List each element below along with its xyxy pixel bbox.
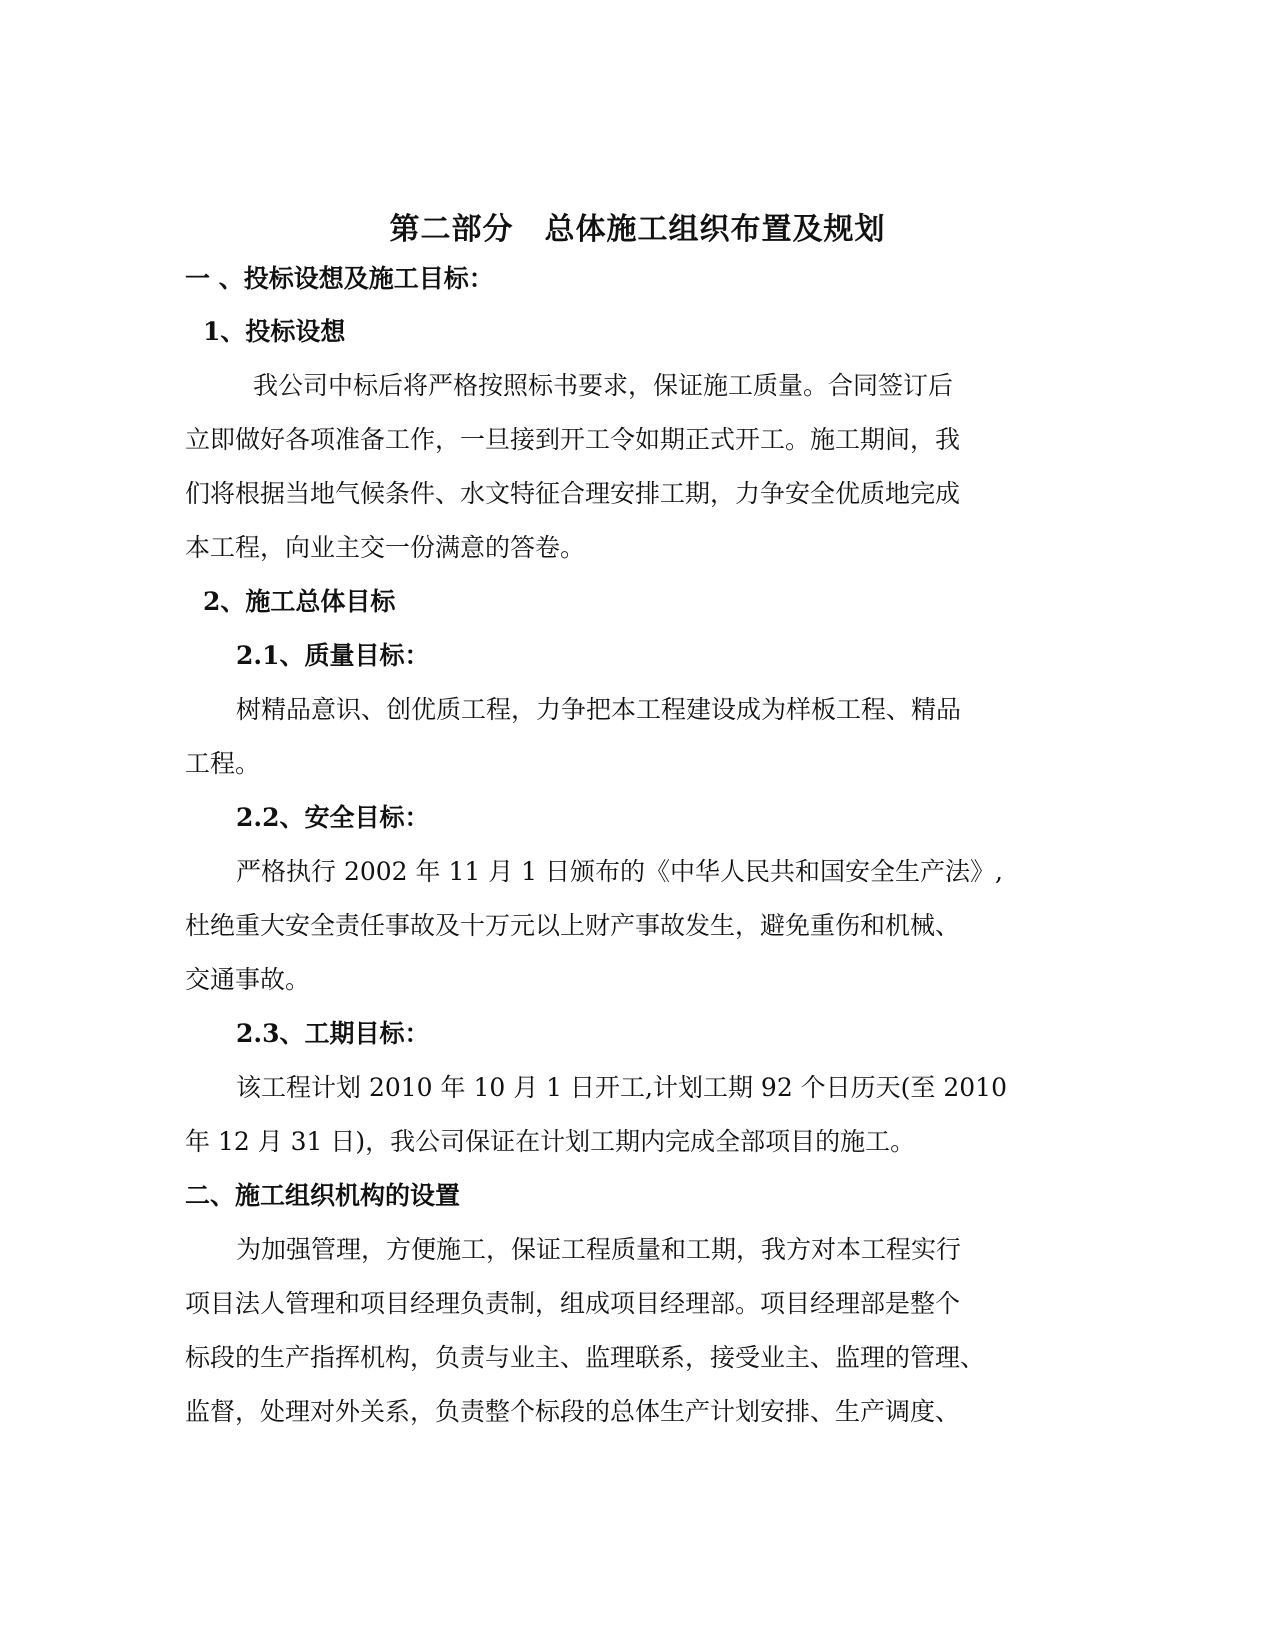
paragraph-line: 监督，处理对外关系，负责整个标段的总体生产计划安排、生产调度、 [185, 1397, 961, 1426]
paragraph-line: 该工程计划 2010 年 10 月 1 日开工,计划工期 92 个日历天(至 2010 [236, 1073, 1007, 1102]
subsection-heading-2-2: 2.2、安全目标： [236, 803, 430, 832]
paragraph-line: 们将根据当地气候条件、水文特征合理安排工期，力争安全优质地完成 [185, 479, 961, 508]
paragraph-line: 杜绝重大安全责任事故及十万元以上财产事故发生，避免重伤和机械、 [185, 911, 961, 940]
subsection-heading-2-3: 2.3、工期目标： [236, 1019, 430, 1048]
paragraph-line: 树精品意识、创优质工程，力争把本工程建设成为样板工程、精品 [236, 695, 962, 724]
subsection-heading-1: 1、投标设想 [203, 317, 346, 346]
page-title: 第二部分 总体施工组织布置及规划 [389, 212, 886, 247]
section-heading-1: 一 、投标设想及施工目标： [185, 264, 494, 293]
subsection-heading-2: 2、施工总体目标 [203, 587, 396, 616]
paragraph-line: 标段的生产指挥机构，负责与业主、监理联系，接受业主、监理的管理、 [185, 1343, 986, 1372]
paragraph-line: 交通事故。 [185, 965, 311, 994]
paragraph-line: 本工程，向业主交一份满意的答卷。 [185, 533, 586, 562]
paragraph-line: 工程。 [185, 749, 261, 778]
paragraph-line: 立即做好各项准备工作，一旦接到开工令如期正式开工。施工期间，我 [185, 425, 961, 454]
subsection-heading-2-1: 2.1、质量目标： [236, 641, 430, 670]
paragraph-line: 年 12 月 31 日)，我公司保证在计划工期内完成全部项目的施工。 [185, 1127, 916, 1156]
paragraph-line: 严格执行 2002 年 11 月 1 日颁布的《中华人民共和国安全生产法》, [236, 857, 1003, 886]
paragraph-line: 项目法人管理和项目经理负责制，组成项目经理部。项目经理部是整个 [185, 1289, 961, 1318]
paragraph-line: 我公司中标后将严格按照标书要求，保证施工质量。合同签订后 [253, 371, 954, 400]
paragraph-line: 为加强管理，方便施工，保证工程质量和工期，我方对本工程实行 [236, 1235, 962, 1264]
section-heading-2: 二、施工组织机构的设置 [185, 1181, 461, 1210]
